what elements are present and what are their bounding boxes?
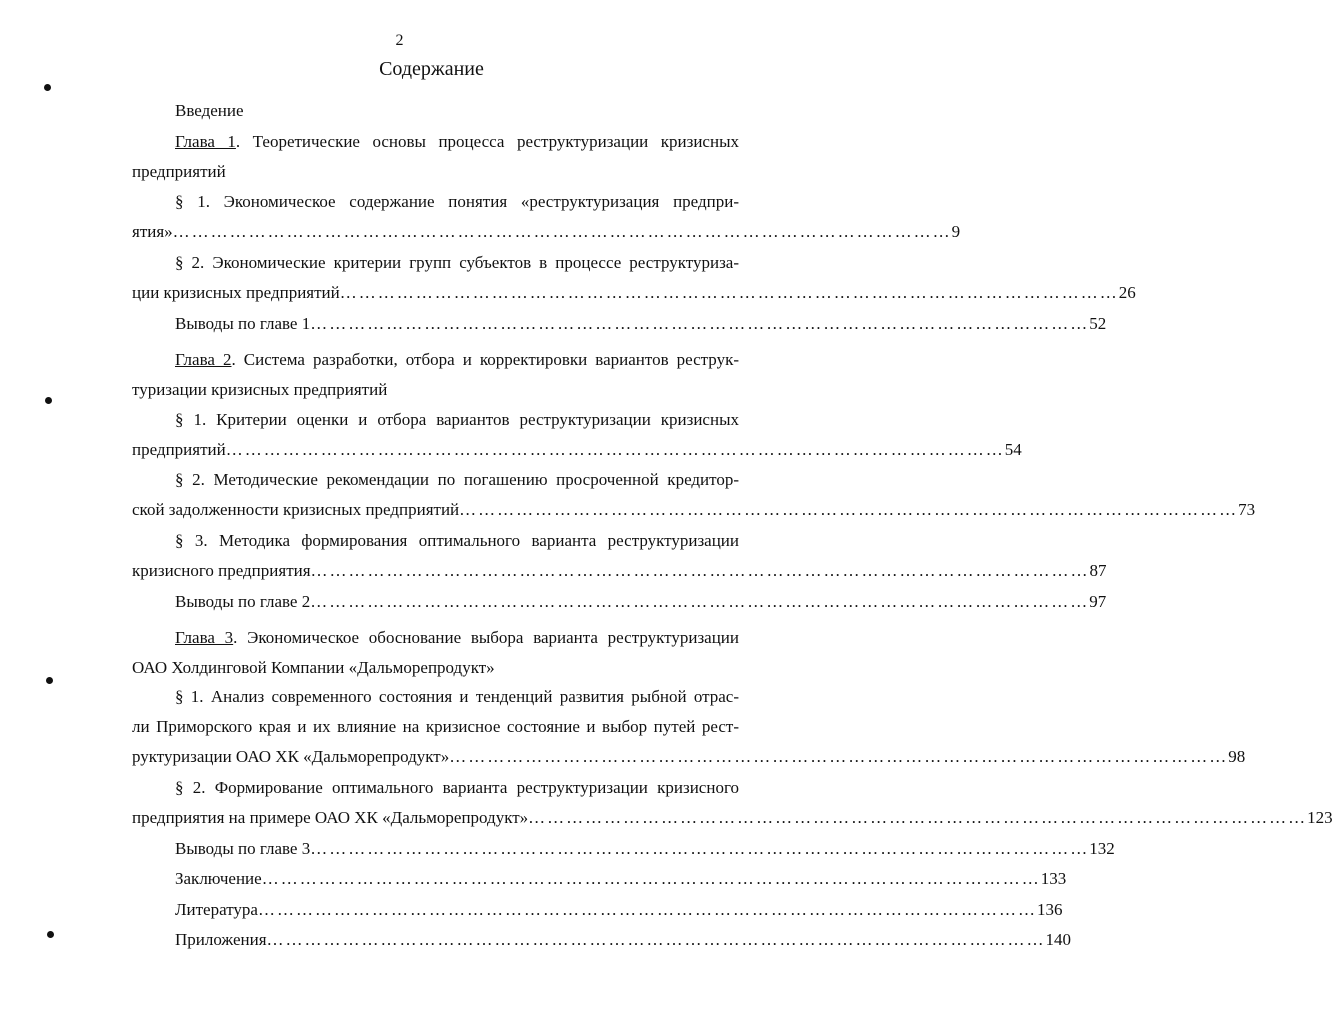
ch2-section-3: § 3. Методика формирования оптимального варианта реструктуризации: [175, 531, 739, 550]
ch2-section-3-page: 87: [1089, 561, 1107, 580]
ch3-section-2: § 2. Формирование оптимального варианта реструктуризации кризисного: [175, 778, 739, 797]
ch1-section-1-page: 9: [951, 222, 961, 241]
ch3-section-1: § 1. Анализ современного состояния и тенденций развития рыбной отрас-: [175, 687, 739, 706]
ch1-section-1-cont: ятия»: [132, 222, 173, 241]
binding-hole-mark: [46, 677, 53, 684]
ch2-conclusions-page: 97: [1089, 592, 1107, 611]
ch1-section-1: § 1. Экономическое содержание понятия «реструктуризация предпри-: [175, 192, 739, 211]
chapter-1-title-cont: предприятий: [132, 162, 226, 181]
chapter-2-title-cont: туризации кризисных предприятий: [132, 380, 388, 399]
ch2-section-1: § 1. Критерии оценки и отбора вариантов реструктуризации кризисных: [175, 410, 739, 429]
chapter-3-label: Глава 3: [175, 628, 234, 647]
ch1-section-2: § 2. Экономические критерии групп субъектов в процессе реструктуриза-: [175, 253, 739, 272]
binding-hole-mark: [44, 84, 51, 91]
ch3-conclusions-entry: Выводы по главе 3 …………………………………………………………………………………………………………… 132: [175, 839, 1115, 858]
ch2-section-3-entry: кризисного предприятия …………………………………………………………………………………………………………… 87: [132, 561, 1107, 580]
ch2-section-2: § 2. Методические рекомендации по погашению просроченной кредитор-: [175, 470, 739, 489]
ch1-conclusions-page: 52: [1089, 314, 1107, 333]
chapter-2-title: [175, 349, 739, 371]
ch2-section-1-page: 54: [1004, 440, 1022, 459]
ch3-section-2-entry: предприятия на примере ОАО ХК «Дальморепродукт» …………………………………………………………………………………………………………… 123: [132, 808, 1333, 827]
chapter-1-title: [175, 131, 739, 153]
chapter-1-label: Глава 1: [175, 132, 236, 151]
toc-intro: Введение: [175, 101, 244, 120]
binding-hole-mark: [45, 397, 52, 404]
ch1-section-2-cont: ции кризисных предприятий: [132, 283, 340, 302]
page-number: 2: [395, 32, 404, 49]
chapter-3-title-text: . Экономическое обоснование выбора варианта реструктуризации: [233, 628, 739, 647]
ch1-section-2-page: 26: [1118, 283, 1136, 302]
ch3-section-1-cont: ли Приморского края и их влияние на кризисное состояние и выбор путей рест-: [132, 717, 739, 736]
ch2-conclusions-entry: Выводы по главе 2 …………………………………………………………………………………………………………… 97: [175, 592, 1107, 611]
ch1-section-1-entry: ятия» …………………………………………………………………………………………………………… 9: [132, 222, 961, 241]
ch2-conclusions: Выводы по главе 2: [175, 592, 311, 611]
ch2-section-2-page: 73: [1238, 500, 1256, 519]
appendix-label: Приложения: [175, 930, 267, 949]
ch3-section-2-cont: предприятия на примере ОАО ХК «Дальморепродукт»: [132, 808, 529, 827]
ch1-conclusions: Выводы по главе 1: [175, 314, 311, 333]
page-title: Содержание: [379, 58, 484, 80]
ch3-section-1-page: 98: [1228, 747, 1246, 766]
literature-entry: Литература …………………………………………………………………………………………………………… 136: [175, 900, 1063, 919]
ch3-conclusions-page: 132: [1089, 839, 1115, 858]
ch1-section-2-entry: ции кризисных предприятий …………………………………………………………………………………………………………… 26: [132, 283, 1136, 302]
ch2-section-1-cont: предприятий: [132, 440, 226, 459]
conclusion-label: Заключение: [175, 869, 262, 888]
appendix-entry: Приложения …………………………………………………………………………………………………………… 140: [175, 930, 1072, 949]
ch2-section-1-entry: предприятий …………………………………………………………………………………………………………… 54: [132, 440, 1022, 459]
chapter-1-title-text: . Теоретические основы процесса реструктуризации кризисных: [235, 132, 739, 151]
chapter-3-title-cont: ОАО Холдинговой Компании «Дальморепродукт»: [132, 658, 495, 677]
literature-page: 136: [1036, 900, 1063, 919]
ch2-section-2-cont: ской задолженности кризисных предприятий: [132, 500, 460, 519]
conclusion-page: 133: [1040, 869, 1067, 888]
chapter-3-title: [175, 627, 739, 649]
ch1-conclusions-entry: Выводы по главе 1 …………………………………………………………………………………………………………… 52: [175, 314, 1107, 333]
appendix-page: 140: [1045, 930, 1072, 949]
conclusion-entry: Заключение …………………………………………………………………………………………………………… 133: [175, 869, 1067, 888]
literature-label: Литература: [175, 900, 258, 919]
ch3-conclusions: Выводы по главе 3: [175, 839, 311, 858]
ch3-section-1-cont-2: руктуризации ОАО ХК «Дальморепродукт»: [132, 747, 450, 766]
ch3-section-2-page: 123: [1307, 808, 1333, 827]
binding-hole-mark: [47, 931, 54, 938]
chapter-2-label: Глава 2: [175, 350, 232, 369]
chapter-2-title-text: . Система разработки, отбора и корректировки вариантов реструк-: [231, 350, 739, 369]
ch2-section-2-entry: ской задолженности кризисных предприятий …………………………………………………………………………………………………………… 73: [132, 500, 1256, 519]
ch2-section-3-cont: кризисного предприятия: [132, 561, 311, 580]
ch3-section-1-entry: руктуризации ОАО ХК «Дальморепродукт» …………………………………………………………………………………………………………… 98: [132, 747, 1246, 766]
